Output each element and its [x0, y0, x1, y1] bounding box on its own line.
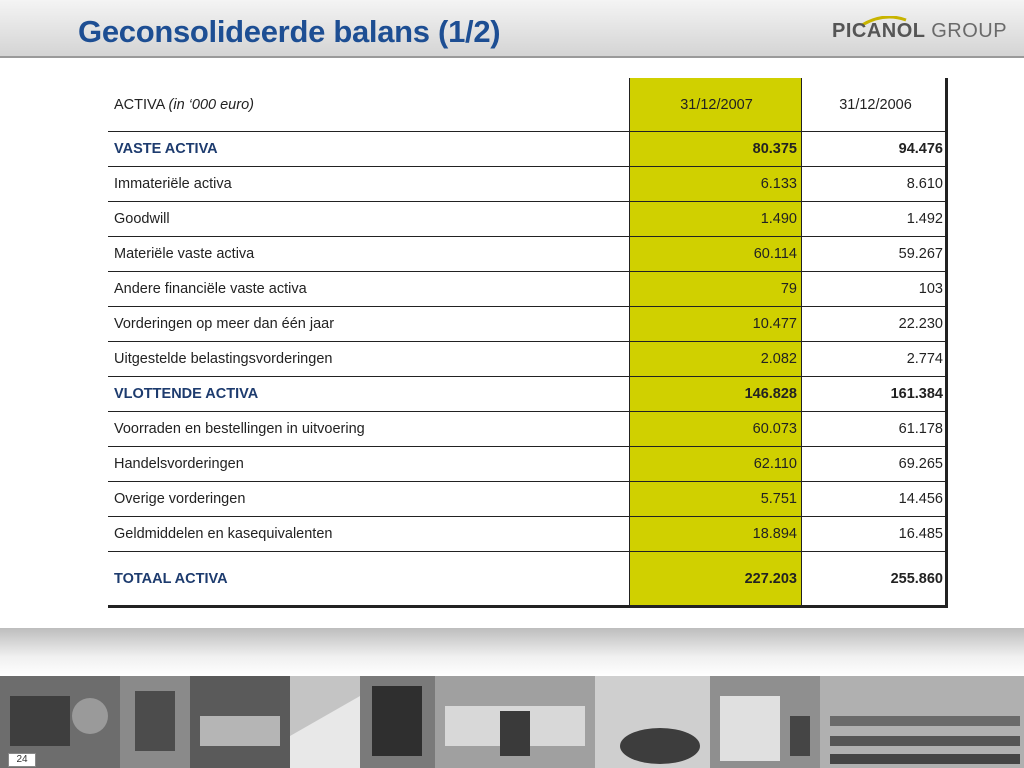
factory-photos-image — [0, 676, 1024, 768]
row-label: VLOTTENDE ACTIVA — [108, 377, 630, 412]
row-label: VASTE ACTIVA — [108, 132, 630, 167]
table-row — [108, 307, 947, 342]
row-label: Andere financiële vaste activa — [108, 272, 630, 307]
row-label: Vorderingen op meer dan één jaar — [108, 307, 630, 342]
total-2006: 255.860 — [890, 570, 943, 587]
row-label: Geldmiddelen en kasequivalenten — [108, 517, 630, 552]
value-2007: 60.073 — [630, 412, 802, 447]
table-row — [108, 412, 947, 447]
value-2007: 10.477 — [630, 307, 802, 342]
value-2006: 22.230 — [802, 307, 948, 342]
table-row — [108, 237, 947, 272]
value-2006: 161.384 — [802, 377, 948, 412]
value-2006: 8.610 — [802, 167, 948, 202]
photo-strip — [0, 676, 1024, 768]
logo-group: GROUP — [931, 20, 1008, 42]
company-logo — [832, 16, 1008, 48]
table-row — [108, 377, 947, 412]
value-2006: 14.456 — [802, 482, 948, 517]
table-row — [108, 342, 947, 377]
total-label: TOTAAL ACTIVA — [114, 570, 228, 587]
table-row — [108, 167, 947, 202]
balance-sheet-table — [108, 78, 948, 608]
total-row — [108, 552, 947, 606]
value-2006: 59.267 — [802, 237, 948, 272]
value-2006: 1.492 — [802, 202, 948, 237]
value-2007: 146.828 — [630, 377, 802, 412]
row-label: Uitgestelde belastingsvorderingen — [108, 342, 630, 377]
value-2006: 103 — [802, 272, 948, 307]
row-label: Voorraden en bestellingen in uitvoering — [108, 412, 630, 447]
row-label: Goodwill — [108, 202, 630, 237]
table-row — [108, 202, 947, 237]
logo-brand: PICANOL — [832, 20, 926, 42]
value-2006: 2.774 — [802, 342, 948, 377]
unit-label: (in ‘000 euro) — [168, 96, 254, 113]
column-header-2006: 31/12/2006 — [802, 78, 948, 132]
title-bar — [0, 0, 1024, 58]
page-title: Geconsolideerde balans (1/2) — [78, 14, 501, 49]
value-2007: 79 — [630, 272, 802, 307]
table-row — [108, 517, 947, 552]
value-2007: 5.751 — [630, 482, 802, 517]
separator-band — [0, 628, 1024, 676]
activa-heading: ACTIVA — [114, 96, 165, 113]
value-2006: 61.178 — [802, 412, 948, 447]
row-label: Handelsvorderingen — [108, 447, 630, 482]
column-header-2007: 31/12/2007 — [630, 78, 802, 132]
value-2007: 6.133 — [630, 167, 802, 202]
header-label — [108, 78, 630, 132]
value-2007: 62.110 — [630, 447, 802, 482]
value-2006: 94.476 — [802, 132, 948, 167]
value-2006: 16.485 — [802, 517, 948, 552]
value-2006: 69.265 — [802, 447, 948, 482]
row-label: Overige vorderingen — [108, 482, 630, 517]
row-label: Materiële vaste activa — [108, 237, 630, 272]
table-header-row — [108, 78, 947, 132]
row-label: Immateriële activa — [108, 167, 630, 202]
value-2007: 2.082 — [630, 342, 802, 377]
table-row — [108, 272, 947, 307]
value-2007: 60.114 — [630, 237, 802, 272]
table-row — [108, 447, 947, 482]
page-number: 24 — [8, 753, 36, 767]
value-2007: 80.375 — [630, 132, 802, 167]
value-2007: 1.490 — [630, 202, 802, 237]
table-row — [108, 132, 947, 167]
value-2007: 18.894 — [630, 517, 802, 552]
total-2007: 227.203 — [630, 552, 802, 606]
table-row — [108, 482, 947, 517]
